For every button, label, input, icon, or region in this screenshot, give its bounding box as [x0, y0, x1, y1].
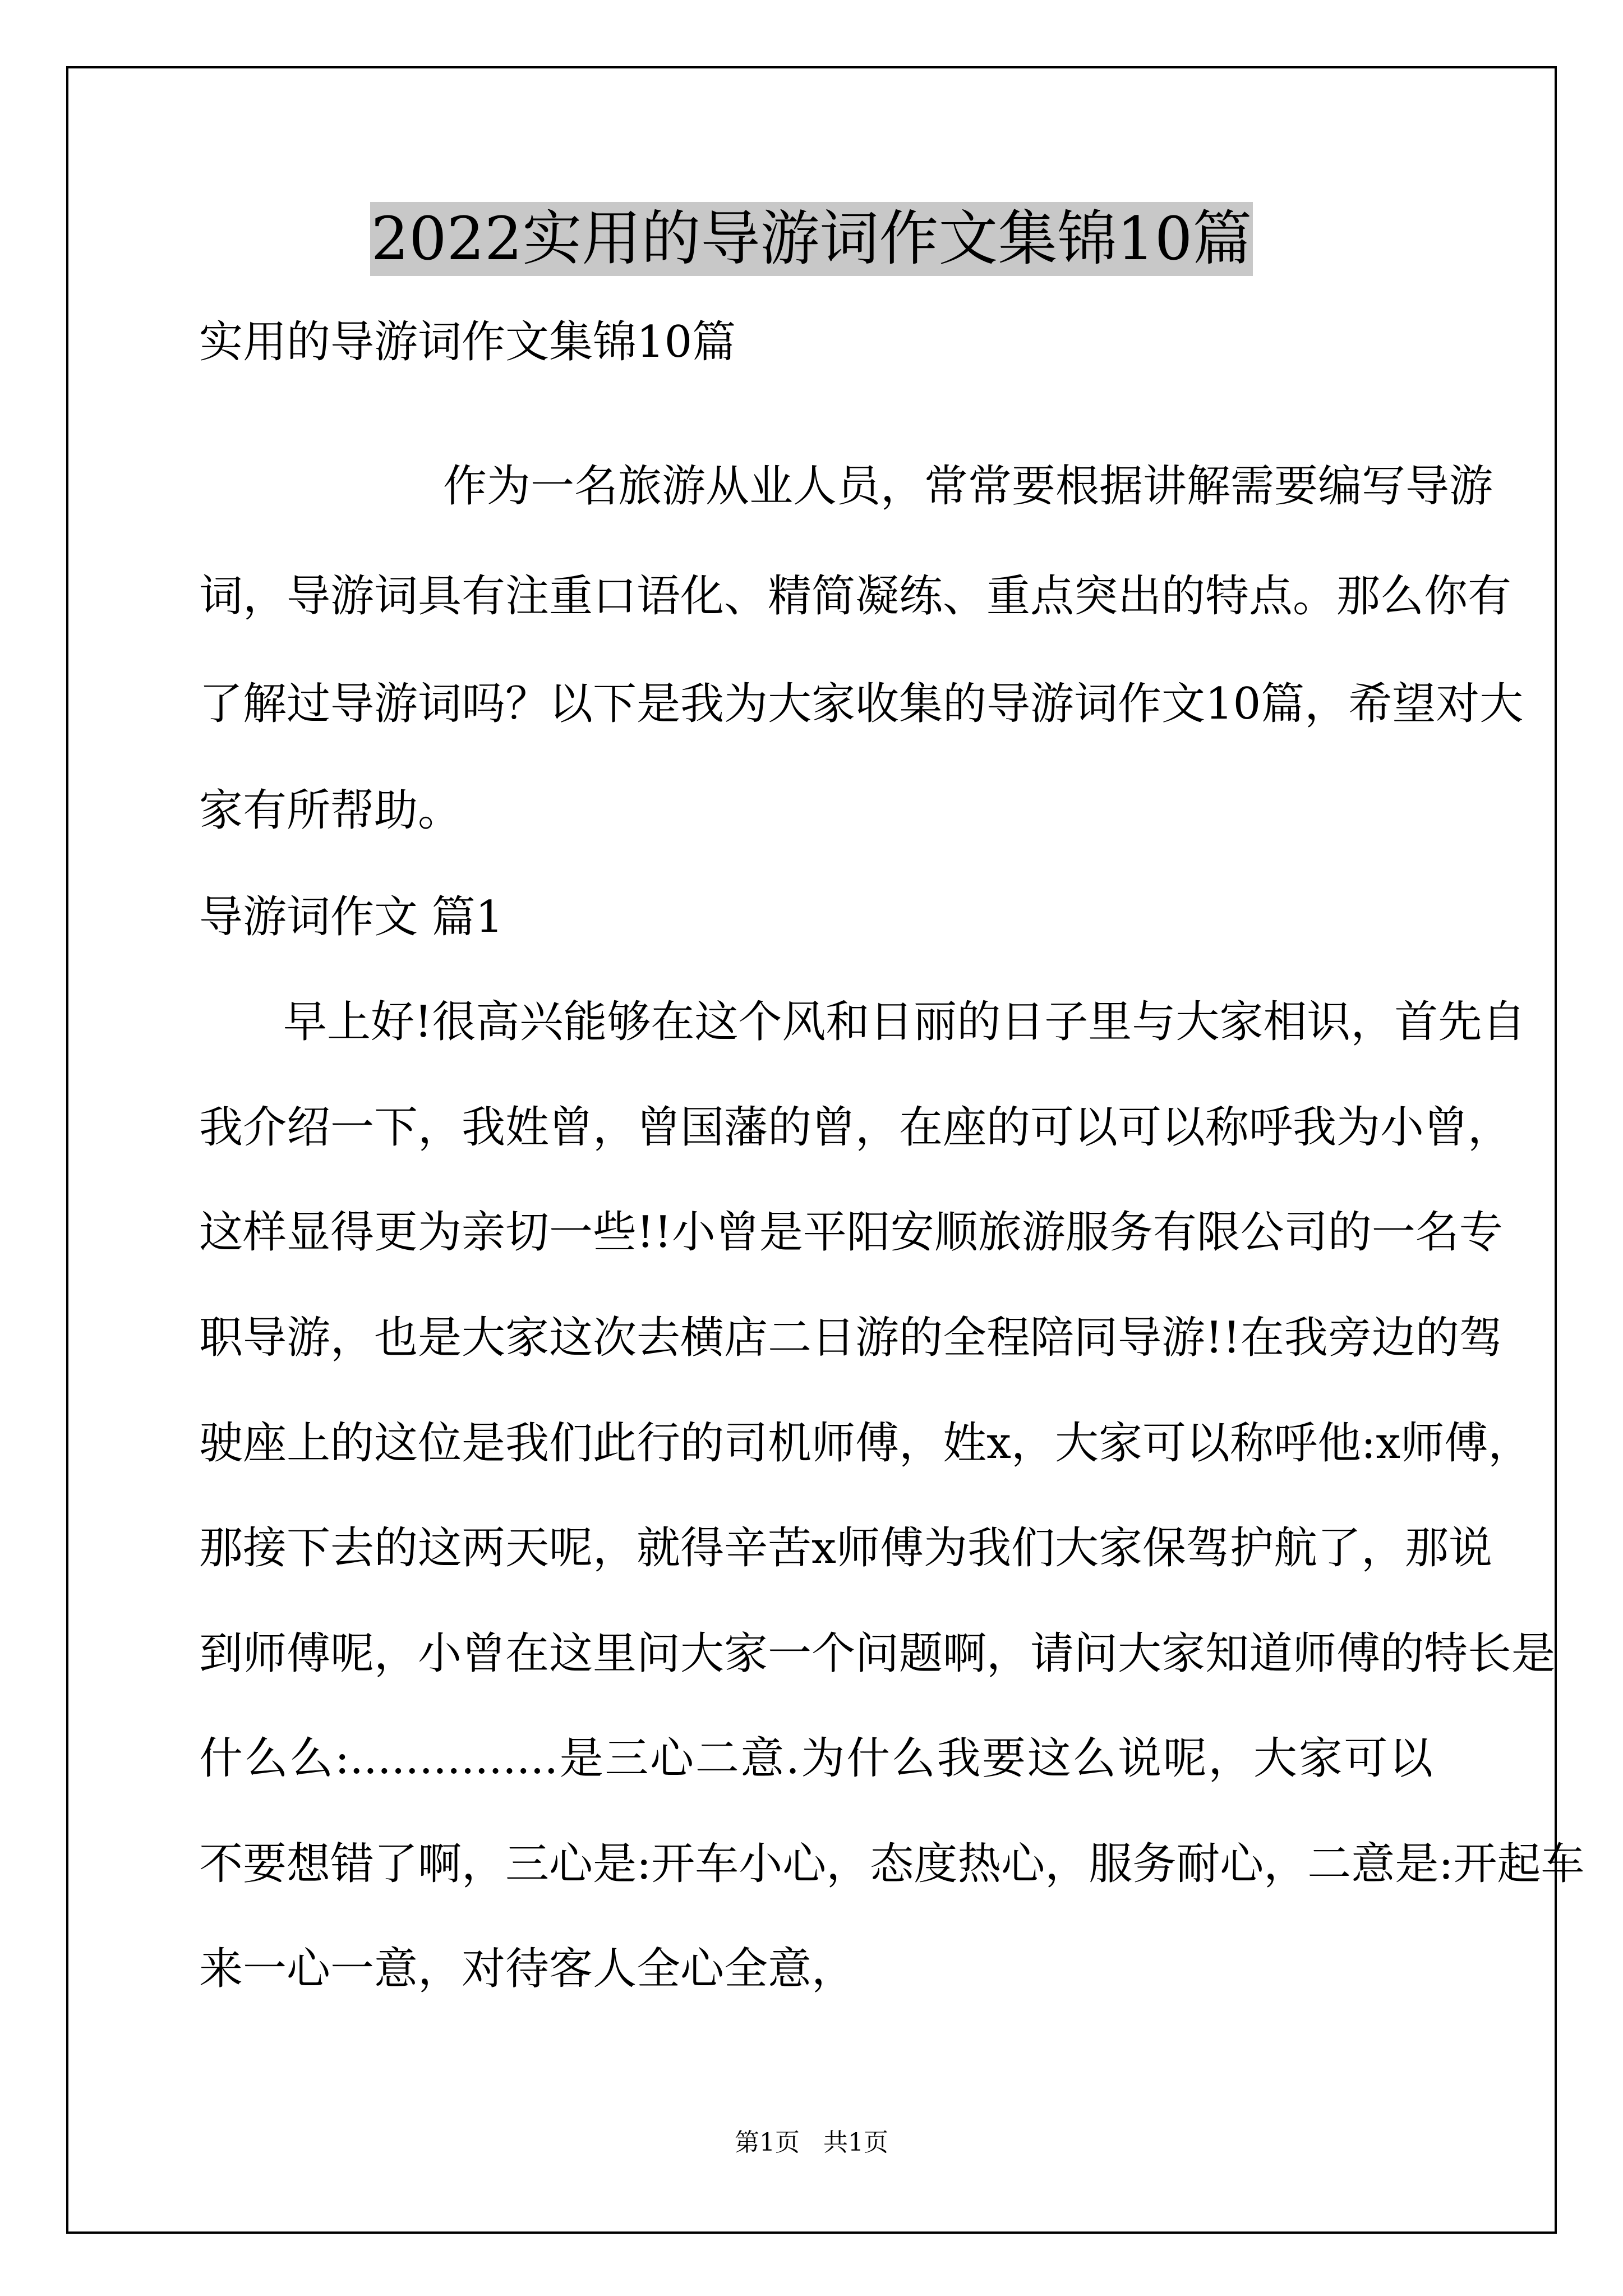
body-line: 职导游，也是大家这次去横店二日游的全程陪同导游!!在我旁边的驾 [199, 1313, 1503, 1363]
body-line: 这样显得更为亲切一些!!小曾是平阳安顺旅游服务有限公司的一名专 [199, 1207, 1503, 1258]
body-line: 我介绍一下，我姓曾，曾国藩的曾，在座的可以可以称呼我为小曾， [199, 1102, 1512, 1153]
body-line: 早上好!很高兴能够在这个风和日丽的日子里与大家相识，首先自 [283, 997, 1526, 1047]
body-line: 什么么:...............是三心二意.为什么我要这么说呢，大家可以 [199, 1733, 1433, 1784]
section-heading: 导游词作文 篇1 [199, 892, 504, 942]
page-footer: 第1页 共1页 [735, 2128, 888, 2157]
body-line: 驶座上的这位是我们此行的司机师傅，姓x，大家可以称呼他:x师傅， [199, 1418, 1532, 1469]
body-line: 来一心一意，对待客人全心全意， [199, 1944, 856, 1994]
intro-line: 作为一名旅游从业人员，常常要根据讲解需要编写导游 [443, 461, 1493, 512]
intro-line: 家有所帮助。 [199, 785, 462, 836]
body-line: 不要想错了啊，三心是:开车小心，态度热心，服务耐心，二意是:开起车 [199, 1839, 1585, 1889]
intro-line: 词，导游词具有注重口语化、精简凝练、重点突出的特点。那么你有 [199, 571, 1512, 622]
document-title: 2022实用的导游词作文集锦10篇 [370, 202, 1253, 276]
body-line: 到师傅呢，小曾在这里问大家一个问题啊，请问大家知道师傅的特长是 [199, 1628, 1556, 1679]
title-container [0, 202, 1623, 276]
subtitle-line: 实用的导游词作文集锦10篇 [199, 317, 736, 367]
intro-line: 了解过导游词吗？以下是我为大家收集的导游词作文10篇，希望对大 [199, 679, 1524, 729]
body-line: 那接下去的这两天呢，就得辛苦x师傅为我们大家保驾护航了，那说 [199, 1523, 1492, 1573]
